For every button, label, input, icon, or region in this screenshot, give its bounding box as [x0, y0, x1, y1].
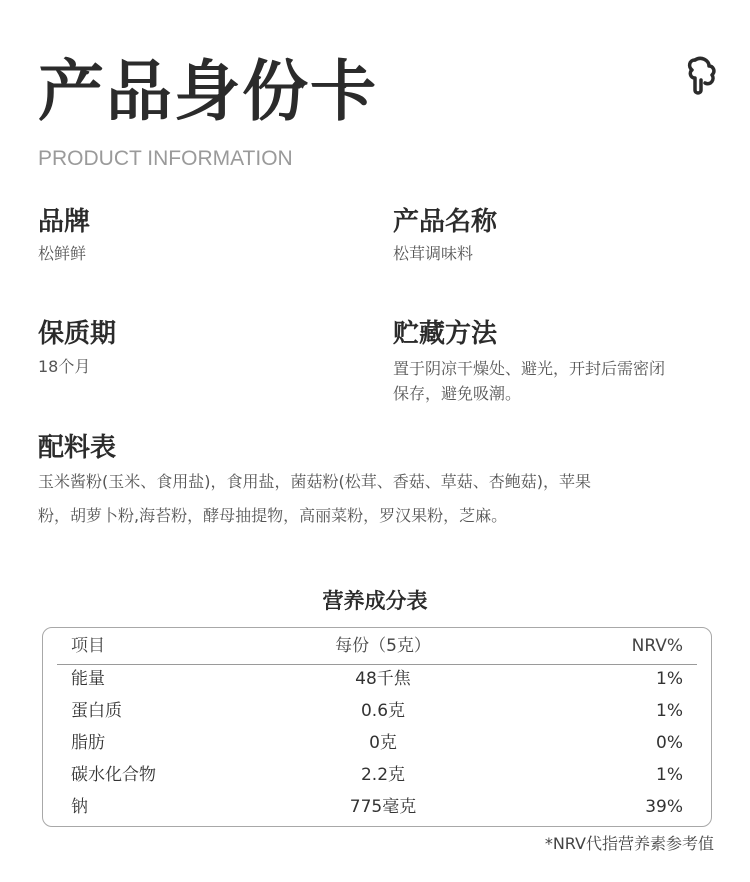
- product-name-value: 松茸调味料: [393, 244, 474, 263]
- table-row: [43, 695, 711, 727]
- nutrition-table: [42, 627, 712, 827]
- nutrition-table-title: 营养成分表: [322, 589, 428, 613]
- header-nrv: NRV%: [631, 636, 683, 656]
- row-amount: 0.6克: [360, 701, 406, 721]
- product-name-label: 产品名称: [393, 207, 498, 237]
- row-amount: 0克: [369, 733, 397, 753]
- table-row: [43, 791, 711, 823]
- row-nrv: 39%: [645, 797, 683, 817]
- header-per-serving: 每份（5克）: [335, 636, 431, 656]
- row-amount: 2.2克: [360, 765, 406, 785]
- row-item: 蛋白质: [71, 701, 122, 721]
- table-row: [43, 663, 711, 695]
- shelf-life-label: 保质期: [38, 319, 117, 349]
- row-nrv: 1%: [656, 669, 683, 689]
- nrv-footnote: *NRV代指营养素参考值: [544, 834, 714, 853]
- row-nrv: 0%: [656, 733, 683, 753]
- ingredients-value-line1: 玉米酱粉(玉米、食用盐)，食用盐，菌菇粉(松茸、香菇、草菇、杏鲍菇)，苹果: [38, 472, 591, 491]
- row-item: 碳水化合物: [71, 765, 156, 785]
- row-item: 脂肪: [71, 733, 105, 753]
- storage-value-line1: 置于阴凉干燥处、避光，开封后需密闭: [393, 359, 666, 378]
- brand-label: 品牌: [38, 207, 91, 237]
- row-nrv: 1%: [656, 701, 683, 721]
- brand-value: 松鲜鲜: [38, 244, 87, 263]
- ingredients-label: 配料表: [38, 433, 117, 463]
- page-title: 产品身份卡: [38, 53, 378, 130]
- header-item: 项目: [71, 636, 105, 656]
- mushroom-logo-icon: [685, 56, 721, 96]
- storage-label: 贮藏方法: [393, 319, 498, 349]
- ingredients-value-line2: 粉，胡萝卜粉,海苔粉，酵母抽提物，高丽菜粉，罗汉果粉，芝麻。: [38, 506, 508, 525]
- shelf-life-value: 18个月: [38, 357, 91, 376]
- row-item: 钠: [71, 797, 88, 817]
- row-nrv: 1%: [656, 765, 683, 785]
- storage-value-line2: 保存，避免吸潮。: [393, 384, 522, 403]
- table-row: [43, 759, 711, 791]
- row-amount: 775毫克: [349, 797, 417, 817]
- page-subtitle: PRODUCT INFORMATION: [38, 147, 293, 170]
- nutrition-header-row: [43, 630, 711, 662]
- row-item: 能量: [71, 669, 105, 689]
- table-row: [43, 727, 711, 759]
- row-amount: 48千焦: [355, 669, 411, 689]
